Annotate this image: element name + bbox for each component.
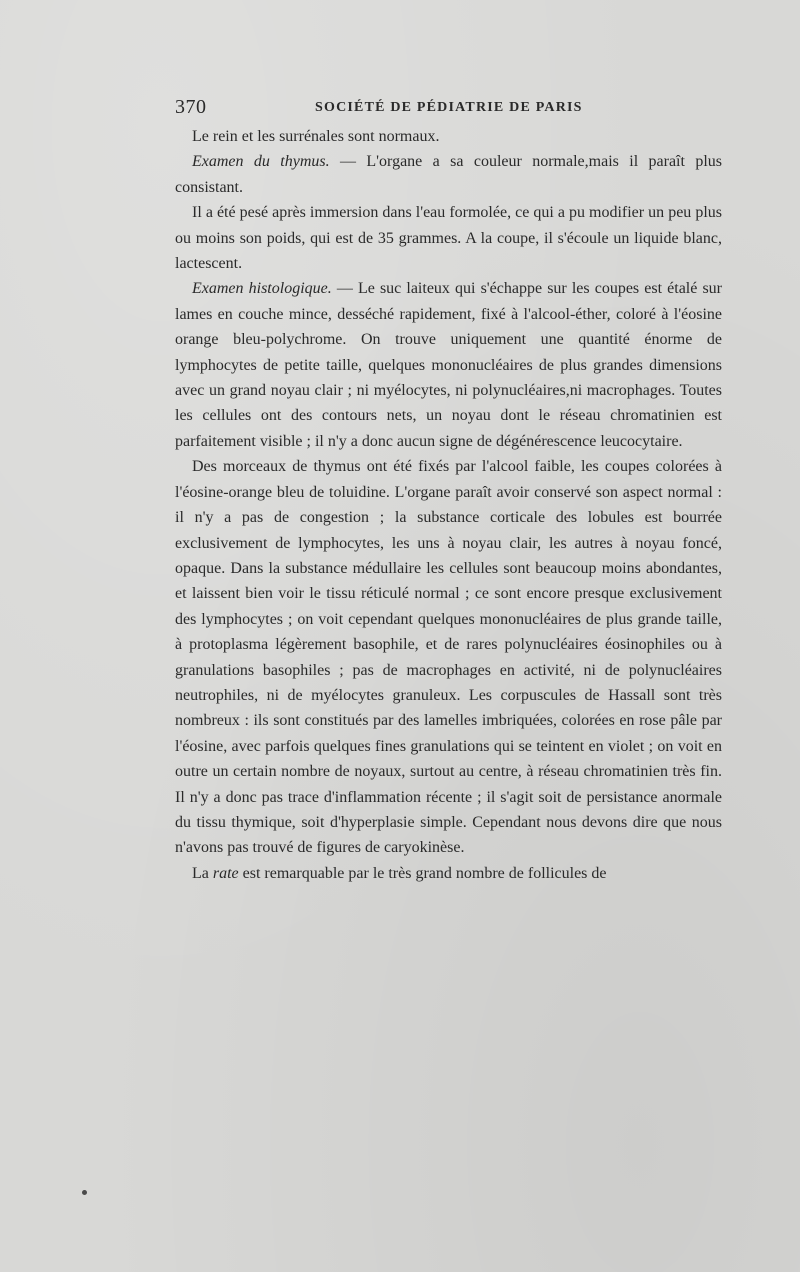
paragraph-text: — L'organe a sa couleur normale,mais il paraît plus consistant. — [175, 153, 722, 196]
paragraph-text: Des morceaux de thymus ont été fixés par l'alcool faible, les coupes colorées à l'éosine-orange bleu de toluidine. L'organe paraît avoir conservé son aspect normal : il n'y a pas de congestion ; la substance corticale des lobules est bourrée exclusivement de lymphocytes, les uns à noyau clair, les autres à noyau foncé, opaque. Dans la substance médullaire les cellules sont beaucoup moins abondantes, et laissent bien voir le tissu réticulé normal ; ce sont encore presque exclusivement des lymphocytes ; on voit cependant quelques mononucléaires de plus grande taille, à protoplasma légèrement basophile, et de rares polynucléaires éosinophiles ou à granulations basophiles ; pas de macrophages en activité, ni de polynucléaires neutrophiles, ni de myélocytes granuleux. Les corpuscules de Hassall sont très nombreux : ils sont constitués par des lamelles imbriquées, colorées en rose pâle par l'éosine, avec parfois quelques fines granulations qui se teintent en violet ; on voit en outre un certain nombre de noyaux, surtout au centre, à réseau chromatinien très fin. Il n'y a donc pas trace d'inflammation récente ; il s'agit soit de persistance anormale du tissu thymique, soit d'hyperplasie simple. Cependant nous devons dire que nous n'avons pas trouvé de figures de caryokinèse. — [175, 458, 722, 857]
ink-speck — [82, 1190, 87, 1195]
paragraph-thymus-sections — [175, 454, 722, 861]
paragraph-text: — Le suc laiteux qui s'échappe sur les coupes est étalé sur lames en couche mince, desséché rapidement, fixé à l'alcool-éther, coloré à l'éosine orange bleu-polychrome. On trouve uniquement une quantité énorme de lymphocytes de petite taille, quelques mononucléaires de plus grandes dimensions avec un grand noyau clair ; ni myélocytes, ni polynucléaires,ni macrophages. Toutes les cellules ont des contours nets, un noyau dont le réseau chromatinien est parfaitement visible ; il n'y a donc aucun signe de dégénérescence leucocytaire. — [175, 280, 723, 450]
paragraph-text: est remarquable par le très grand nombre de follicules de — [238, 864, 607, 882]
running-head: SOCIÉTÉ DE PÉDIATRIE DE PARIS — [315, 100, 583, 115]
paragraph-histology — [175, 276, 722, 454]
page-header — [175, 96, 585, 126]
paragraph-thymus-exam — [175, 149, 722, 200]
section-label: Examen histologique. — [192, 280, 332, 298]
paragraph-text: Le rein et les surrénales sont normaux. — [192, 128, 440, 145]
page-number: 370 — [175, 96, 207, 118]
body-text — [175, 124, 722, 886]
paragraph-kidney — [175, 124, 722, 149]
section-label: Examen du thymus. — [192, 153, 330, 171]
italic-term: rate — [212, 864, 239, 882]
paragraph-text: Il a été pesé après immersion dans l'eau formolée, ce qui a pu modifier un peu plus ou moins son poids, qui est de 35 grammes. A la coupe, il s'écoule un liquide blanc, lactescent. — [175, 204, 722, 273]
paragraph-weight — [175, 200, 722, 276]
paragraph-text: La — [192, 864, 213, 882]
paragraph-spleen — [175, 861, 722, 886]
